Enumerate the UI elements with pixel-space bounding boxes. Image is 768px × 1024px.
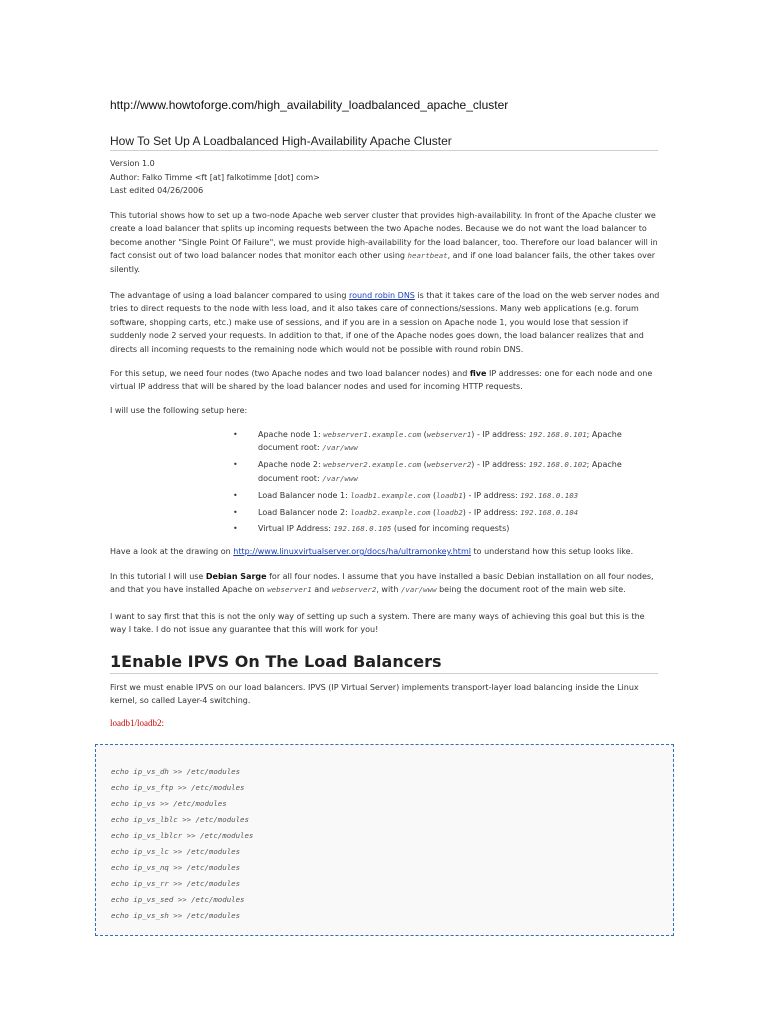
list-item [230, 428, 650, 455]
code-line: echo ip_vs_sed >> /etc/modules [111, 895, 245, 904]
vip-label: Virtual IP Address: [258, 524, 334, 534]
code-line: echo ip_vs >> /etc/modules [111, 799, 227, 808]
bullet-icon: • [233, 490, 238, 500]
node-ip-label: ) - IP address: [471, 430, 529, 439]
ipvs-paragraph: First we must enable IPVS on our load balancers. IPVS (IP Virtual Server) implements transport-layer load balancing inside the Linux kernel, so called Layer-4 switching. [110, 683, 639, 706]
setup-text-2: IP addresses: one for each node and one virtual IP address that will be shared by the load balancer nodes and used for incoming HTTP requests. [110, 369, 653, 392]
node-label: Apache node 1: [258, 430, 324, 439]
node-paren: ( [430, 507, 437, 517]
code-host-label: loadb1/loadb2: [110, 718, 164, 728]
list-item [230, 506, 650, 519]
node-host: loadb1.example.com [350, 490, 431, 500]
bullet-icon: • [233, 430, 238, 439]
list-item [230, 522, 650, 535]
node-paren: ( [421, 430, 427, 439]
node-paren: ( [430, 490, 437, 500]
code-line: echo ip_vs_rr >> /etc/modules [111, 879, 241, 888]
page-title: How To Set Up A Loadbalanced High-Availability Apache Cluster [110, 134, 658, 151]
source-url: http://www.howtoforge.com/high_availability_loadbalanced_apache_cluster [110, 98, 509, 112]
debian-text-1: In this tutorial I will use [110, 572, 206, 581]
webserver2-code: webserver2 [331, 585, 377, 595]
node-ip-label: ) - IP address: [462, 507, 521, 517]
debian-with: , with [376, 585, 401, 595]
debian-text-2: for all four nodes. I assume that you have installed a basic Debian installation on all four nodes, and that you have installed Apache on [110, 572, 654, 595]
node-root-label: ; Apache document root: [258, 460, 622, 483]
debian-paragraph [110, 570, 660, 597]
disclaimer-paragraph: I want to say first that this is not the only way of setting up such a system. There are many ways of achieving this goal but this is the way I take. I do not issue any guarantee that this will work for you! [110, 612, 645, 635]
advantage-text-2: is that it takes care of the load on the web server nodes and tries to direct requests to the node with less load, and it also takes care of connections/sessions. Many web applications (e.g. forum software, shopping carts, etc.) make use of sessions, and if you are in a session on Apache node 1, you would lose that session if suddenly node 2 served your requests. In addition to that, if one of the Apache nodes goes down, the load balancer realizes that and directs all incoming requests to the remaining node which would not be possible with round robin DNS. [110, 291, 660, 354]
article-meta [110, 157, 320, 198]
setup-intro-text: I will use the following setup here: [110, 406, 248, 415]
node-ip: 192.168.0.102 [528, 460, 587, 470]
node-host: loadb2.example.com [350, 507, 431, 517]
node-short: webserver1 [426, 430, 472, 439]
debian-text-3: being the document root of the main web site. [436, 585, 626, 595]
advantage-text-1: The advantage of using a load balancer compared to using [110, 291, 349, 300]
node-root: /var/www [322, 473, 358, 483]
node-short: loadb1 [436, 490, 463, 500]
code-line: echo ip_vs_sh >> /etc/modules [111, 911, 241, 920]
intro-text-2: , and if one load balancer fails, the other takes over silently. [110, 251, 656, 274]
node-label: Load Balancer node 2: [258, 507, 351, 517]
vip-ip: 192.168.0.105 [333, 524, 392, 534]
code-block [95, 744, 674, 936]
ultramonkey-link[interactable]: http://www.linuxvirtualserver.org/docs/ha/ultramonkey.html [233, 547, 471, 556]
five-bold: five [469, 369, 487, 378]
advantage-paragraph [110, 289, 660, 356]
node-host: webserver2.example.com [323, 460, 422, 470]
node-ip: 192.168.0.104 [520, 507, 579, 517]
bullet-icon: • [233, 507, 238, 517]
drawing-text-1: Have a look at the drawing on [110, 547, 234, 556]
bullet-icon: • [233, 524, 238, 534]
node-ip-label: ) - IP address: [471, 460, 529, 470]
node-short: webserver2 [426, 460, 472, 470]
node-short: loadb2 [436, 507, 463, 517]
drawing-text-2: to understand how this setup looks like. [470, 547, 634, 556]
node-label: Apache node 2: [258, 460, 324, 470]
code-line: echo ip_vs_lblc >> /etc/modules [111, 815, 249, 824]
setup-text-1: For this setup, we need four nodes (two Apache nodes and two load balancer nodes) and [110, 369, 470, 378]
node-ip: 192.168.0.101 [528, 430, 587, 439]
intro-paragraph [110, 209, 660, 276]
heartbeat-code: heartbeat [407, 251, 448, 261]
code-line: echo ip_vs_ftp >> /etc/modules [111, 783, 245, 792]
node-root: /var/www [322, 443, 358, 453]
version-text: Version 1.0 [110, 159, 155, 168]
node-ip: 192.168.0.103 [520, 490, 579, 500]
code-line: echo ip_vs_lc >> /etc/modules [111, 847, 241, 856]
node-host: webserver1.example.com [323, 430, 422, 439]
debian-and: and [311, 585, 332, 595]
vip-note: (used for incoming requests) [391, 524, 510, 534]
webserver1-code: webserver1 [267, 585, 312, 595]
setup-paragraph [110, 367, 660, 394]
section-heading: 1Enable IPVS On The Load Balancers [110, 652, 658, 674]
list-item [230, 489, 650, 502]
docroot-code: /var/www [400, 585, 437, 595]
round-robin-dns-link[interactable]: round robin DNS [348, 291, 415, 300]
author-text: Author: Falko Timme <ft [at] falkotimme [dot] com> [110, 172, 320, 182]
list-item [230, 458, 650, 485]
drawing-paragraph [110, 545, 660, 558]
node-label: Load Balancer node 1: [258, 490, 351, 500]
node-list [230, 428, 650, 539]
code-line: echo ip_vs_dh >> /etc/modules [111, 767, 241, 776]
bullet-icon: • [233, 460, 238, 470]
last-edited-text: Last edited 04/26/2006 [110, 186, 204, 195]
debian-sarge-bold: Debian Sarge [205, 572, 267, 581]
intro-text-1: This tutorial shows how to set up a two-node Apache web server cluster that provides high-availability. In front of the Apache cluster we create a load balancer that splits up incoming requests between the two Apache nodes. Because we do not want the load balancer to become another "Single Point Of Failure", we must provide high-availability for the load balancer, too. Therefore our load balancer will in fact consist out of two load balancer nodes that monitor each other using [110, 211, 658, 261]
code-line: echo ip_vs_lblcr >> /etc/modules [111, 831, 254, 840]
node-root-label: ; Apache document root: [258, 430, 622, 453]
code-line: echo ip_vs_nq >> /etc/modules [111, 863, 241, 872]
node-paren: ( [421, 460, 427, 470]
node-ip-label: ) - IP address: [462, 490, 521, 500]
